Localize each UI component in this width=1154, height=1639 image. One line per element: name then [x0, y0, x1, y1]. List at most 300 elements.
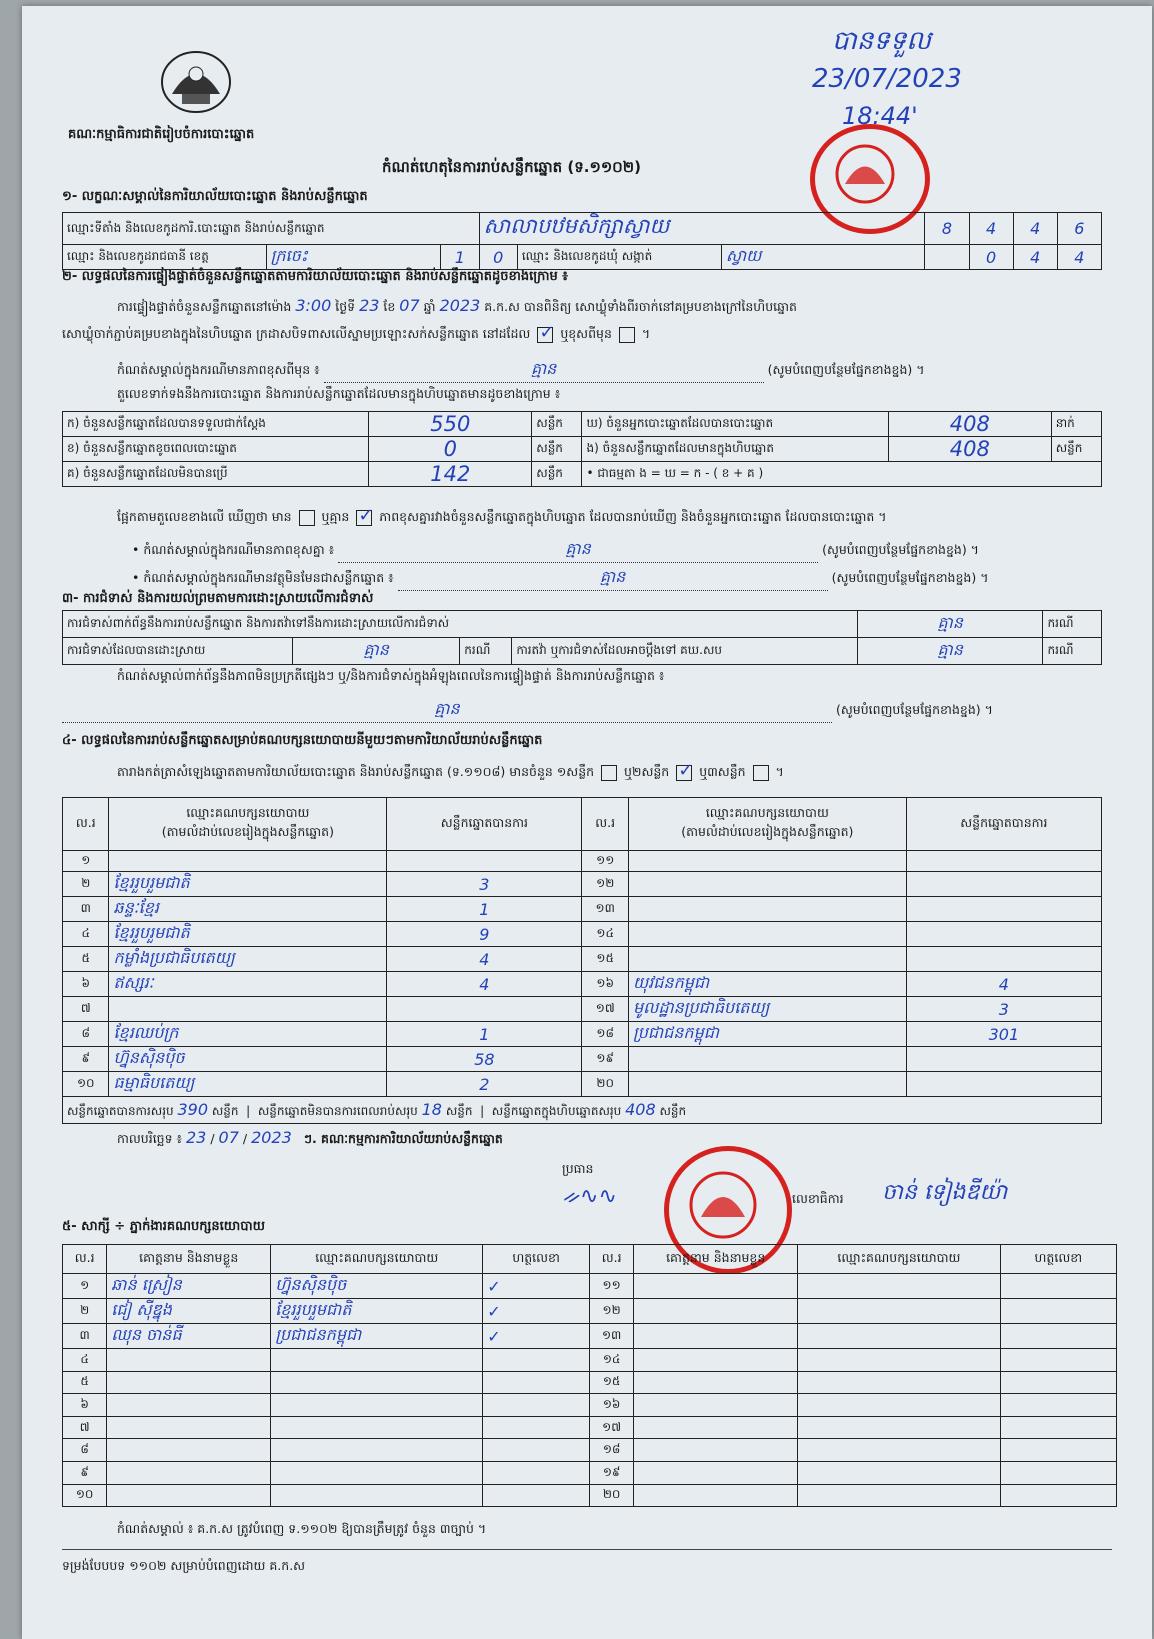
total-invalid-label: សន្លឹកឆ្នោតមិនបានការពេលរាប់សរុប: [257, 1103, 418, 1118]
witness-name: [634, 1394, 798, 1417]
row-number-text: ១៧: [602, 1419, 622, 1434]
witness-name-text: ឈុន ចាន់ធី: [111, 1325, 182, 1344]
witness-name: [107, 1299, 271, 1324]
two-sheet-label: ឬ២សន្លឹក: [624, 764, 670, 779]
row-number-text: ១៤: [602, 1351, 621, 1366]
bullet-note-value: គ្មាន: [599, 567, 626, 586]
org-name: គណៈកម្មាធិការជាតិរៀបចំការបោះឆ្នោត: [68, 127, 255, 142]
row-number: [63, 1274, 107, 1299]
objection-value: គ្មាន: [937, 613, 963, 632]
vote-count: 4: [998, 974, 1009, 994]
party-results-table: [62, 797, 1102, 1124]
station-code-digit: 8: [941, 219, 953, 238]
vote-count: 4: [479, 974, 490, 994]
stat-label: ង) ចំនួនសន្លឹកឆ្នោតដែលមានក្នុងហិបឆ្នោត: [582, 437, 888, 462]
row-number: [63, 1299, 107, 1324]
col-name: គោត្តនាម និងនាមខ្លួន: [634, 1245, 798, 1274]
stat-value: 550: [430, 412, 471, 436]
irregularity-note-value: គ្មាន: [434, 699, 460, 718]
witness-name: [107, 1274, 271, 1299]
row-number-text: ១០: [75, 1487, 94, 1502]
witness-name: [634, 1274, 798, 1299]
received-time: 18:44': [842, 102, 918, 130]
table-row: [63, 1047, 1102, 1072]
chair-signature-icon: ᨀ∿∿: [562, 1184, 617, 1209]
difference-line: [117, 509, 887, 528]
two-sheet-checkbox[interactable]: [676, 765, 692, 781]
witness-party: [798, 1461, 1001, 1484]
witness-note: កំណត់សម្គាល់ ៖ គ.ក.ស ត្រូវបំពេញ ទ.១១០២ ឱ្យបានត្រឹមត្រូវ ចំនួន ៣ច្បាប់ ។: [117, 1521, 487, 1536]
row-number: ៨: [81, 1026, 90, 1040]
tally-sheets-line: តារាងកត់ត្រាសំឡេងឆ្នោតតាមការិយាល័យបោះឆ្នោត និងរាប់សន្លឹកឆ្នោត (ទ.១១០៨) មានចំនួន ១សន្លឹក ឬ២សន្លឹក ✓ ឬ៣សន្លឹក ។: [117, 764, 784, 783]
row-number: ៥: [81, 951, 90, 965]
witness-name: [634, 1416, 798, 1439]
witness-party: [798, 1394, 1001, 1417]
stat-value: 408: [949, 437, 990, 461]
col-party-sub: (តាមលំដាប់លេខរៀងក្នុងសន្លឹកឆ្នោត): [161, 824, 334, 839]
stat-value: 142: [430, 462, 471, 486]
row-number-text: ១: [80, 1278, 90, 1292]
witness-name: [634, 1299, 798, 1324]
witness-party-text: ហ្វ៊ុនស៊ិនប៉ិច: [275, 1275, 347, 1294]
col-no: ល.រ: [63, 798, 109, 851]
row-number-text: ៥: [80, 1374, 89, 1389]
witness-signature: [483, 1371, 590, 1394]
station-code-digit: 4: [1030, 219, 1041, 238]
irregularity-note: កំណត់សម្គាល់ពាក់ព័ន្ធនឹងភាពមិនប្រក្រតីផ្សេងៗ ឬ/និងការជំទាស់ក្នុងអំឡុងពេលនៃការផ្ទៀងផ្ទាត់ និងការរាប់សន្លឹកឆ្នោត ៖: [117, 668, 665, 683]
committee-label: ៗ. គណៈកម្មការការិយាល័យរាប់សន្លឹកឆ្នោត: [303, 1131, 503, 1146]
station-name-value: សាលាបឋមសិក្សាស្វាយ: [483, 214, 670, 238]
province-label: ឈ្មោះ និងលេខកូដរាជធានី ខេត្ត: [63, 245, 267, 270]
row-number: [589, 1439, 633, 1462]
table-row: [63, 872, 1102, 897]
table-row: [63, 213, 1102, 245]
row-number: [63, 1324, 107, 1349]
table-row: [63, 922, 1102, 947]
bullet-note-1: [132, 538, 1107, 563]
station-info-table: [62, 212, 1102, 270]
row-number: ១: [81, 853, 91, 867]
party-name: ខ្មែររួបរួមជាតិ: [113, 873, 190, 892]
row-number: ១៣: [595, 901, 615, 915]
objection-unit: ករណី: [1043, 611, 1102, 638]
row-number: ២០: [596, 1076, 614, 1090]
witness-signature: [483, 1324, 590, 1349]
row-number-text: ៤: [80, 1351, 89, 1366]
vote-count: 2: [479, 1074, 490, 1094]
witness-signature-text: ✓: [487, 1276, 501, 1296]
table-row: [63, 1349, 1117, 1372]
row-number: ៩: [81, 1051, 90, 1065]
commune-code-digit: 4: [1074, 247, 1085, 267]
witness-party: [271, 1324, 483, 1349]
row-number: ១១: [596, 853, 615, 867]
secretary-name: ចាន់ ទៀងឌីយ៉ា: [882, 1180, 1008, 1205]
witness-table: [62, 1244, 1117, 1507]
three-sheet-label: ឬ៣សន្លឹក: [699, 764, 746, 779]
witness-name-text: ជៀ ស៊ីឌ្នុង: [111, 1300, 172, 1319]
row-number-text: ១៨: [602, 1442, 621, 1457]
row-number: ៤: [81, 926, 90, 940]
witness-party: [271, 1461, 483, 1484]
witness-party: [271, 1371, 483, 1394]
one-sheet-checkbox[interactable]: [601, 765, 617, 781]
party-name: ធម្មាធិបតេយ្យ: [113, 1073, 195, 1092]
stat-value: 0: [443, 437, 457, 461]
witness-name: [634, 1461, 798, 1484]
party-name: ខ្មែររួបរួមជាតិ: [113, 923, 190, 942]
col-party: ឈ្មោះគណបក្សនយោបាយ: [271, 1245, 483, 1274]
witness-signature: [1000, 1324, 1116, 1349]
changed-label: ឬខុសពីមុន: [560, 326, 612, 341]
witness-signature: [483, 1394, 590, 1417]
station-name-label: ឈ្មោះទីតាំង និងលេខកូដការិ.បោះឆ្នោត និងរាប់សន្លឹកឆ្នោត: [63, 213, 480, 245]
appeal-value: គ្មាន: [937, 640, 963, 659]
section1-heading: ១- លក្ខណៈសម្គាល់នៃការិយាល័យបោះឆ្នោត និងរាប់សន្លឹកឆ្នោត: [62, 189, 368, 204]
witness-party: [798, 1299, 1001, 1324]
table-row: [63, 997, 1102, 1022]
witness-signature: [1000, 1416, 1116, 1439]
commune-code-digit: 0: [985, 247, 997, 267]
figures-intro: តួលេខទាក់ទងនឹងការបោះឆ្នោត និងការរាប់សន្លឹកឆ្នោតដែលមានក្នុងហិបឆ្នោតមានដូចខាងក្រោម ៖: [117, 386, 561, 401]
total-box-value: 408: [625, 1099, 656, 1119]
no-difference-label: ឬគ្មាន: [321, 509, 350, 524]
party-name: ឆន្ទៈខ្មែរ: [113, 898, 159, 917]
row-number-text: ១២: [602, 1303, 621, 1317]
witness-name: [634, 1349, 798, 1372]
total-invalid-unit: សន្លឹក: [445, 1103, 473, 1118]
col-name: គោត្តនាម និងនាមខ្លួន: [107, 1245, 271, 1274]
witness-signature: [483, 1274, 590, 1299]
col-votes: សន្លឹកឆ្នោតបានការ: [906, 798, 1101, 851]
row-number: ១២: [596, 876, 615, 890]
row-number: ៣: [80, 901, 91, 915]
resolved-unit: ករណី: [460, 638, 512, 665]
table-row: [63, 972, 1102, 997]
table-row: [63, 638, 1102, 665]
witness-name: [634, 1484, 798, 1507]
verification-line: [117, 296, 1117, 318]
table-row: [63, 1439, 1117, 1462]
stat-label: ឃ) ចំនួនអ្នកបោះឆ្នោតដែលបានបោះឆ្នោត: [582, 412, 888, 437]
row-number: [63, 1416, 107, 1439]
seal-line: សោឃ្លុំចាក់ភ្ជាប់គម្របខាងក្នុងនៃហិបឆ្នោត ក្រដាសបិទពាសលើស្នាមប្រឡោះសក់សន្លឹកឆ្នោត នៅដដែល ✓ ឬខុសពីមុន ។: [62, 326, 650, 345]
signoff-day: 23: [186, 1128, 207, 1147]
stat-unit: សន្លឹក: [532, 412, 582, 437]
signoff-month: 07: [218, 1128, 239, 1147]
province-code-digit: 1: [454, 247, 465, 267]
col-no: ល.រ: [582, 798, 628, 851]
table-row: [63, 1274, 1117, 1299]
witness-party: [271, 1394, 483, 1417]
row-number: [589, 1461, 633, 1484]
witness-party-text: ខ្មែររួបរួមជាតិ: [275, 1300, 352, 1319]
table-row: [63, 897, 1102, 922]
row-number: ១៨: [596, 1026, 614, 1040]
verification-time: 3:00: [295, 296, 332, 315]
col-no: ល.រ: [589, 1245, 633, 1274]
total-valid-label: សន្លឹកឆ្នោតបានការសរុប: [67, 1103, 174, 1118]
total-invalid-value: 18: [421, 1099, 442, 1119]
change-note-value: គ្មាន: [530, 359, 557, 378]
appeal-unit: ករណី: [1043, 638, 1102, 665]
stat-unit: សន្លឹក: [1051, 437, 1101, 462]
year-label: ឆ្នាំ: [423, 299, 436, 314]
verification-day: 23: [359, 296, 380, 315]
witness-name: [107, 1461, 271, 1484]
bullet-note-value: គ្មាន: [565, 539, 591, 558]
stat-label: ក) ចំនួនសន្លឹកឆ្នោតដែលបានទទួលជាក់ស្តែង: [63, 412, 369, 437]
vote-count: 4: [479, 949, 490, 969]
resolved-label: ការជំទាស់ដែលបានដោះស្រាយ: [63, 638, 293, 665]
vote-count: 3: [998, 999, 1009, 1019]
vote-count: 301: [988, 1024, 1020, 1044]
row-number-text: ១៣: [601, 1328, 622, 1342]
witness-signature: [483, 1299, 590, 1324]
table-row: [63, 611, 1102, 638]
table-row: [63, 1072, 1102, 1097]
commune-label: ឈ្មោះ និងលេខកូដឃុំ សង្កាត់: [517, 245, 721, 270]
month-label: ខែ: [383, 299, 396, 314]
witness-signature-text: ✓: [487, 1326, 501, 1346]
witness-party: [271, 1484, 483, 1507]
has-difference-checkbox[interactable]: [299, 510, 315, 526]
signoff-year: 2023: [251, 1128, 292, 1147]
bullet-note-2: [132, 566, 1107, 591]
section5-heading: ៥- សាក្សី ÷ ភ្នាក់ងារគណបក្សនយោបាយ: [62, 1219, 265, 1234]
witness-name-text: ឆាន់ ស្រៀន: [111, 1275, 182, 1294]
commune-code-digit: 4: [1030, 247, 1041, 267]
totals-row: សន្លឹកឆ្នោតបានការសរុប 390 សន្លឹក | សន្លឹកឆ្នោតមិនបានការពេលរាប់សរុប 18 សន្លឹក | សន្លឹកឆ្នោតក្នុងហិបឆ្នោតសរុប 408 សន្លឹក: [63, 1097, 1102, 1124]
ballot-figures-table: [62, 411, 1102, 487]
row-number: [63, 1484, 107, 1507]
row-number: [63, 1394, 107, 1417]
stat-label: គ) ចំនួនសន្លឹកឆ្នោតដែលមិនបានប្រើ: [63, 462, 369, 487]
row-number: [589, 1324, 633, 1349]
witness-party-text: ប្រជាជនកម្ពុជា: [275, 1325, 362, 1344]
row-number: [589, 1394, 633, 1417]
table-row: [63, 1416, 1117, 1439]
col-party-sub: (តាមលំដាប់លេខរៀងក្នុងសន្លឹកឆ្នោត): [681, 824, 854, 839]
witness-party: [798, 1416, 1001, 1439]
total-valid-value: 390: [177, 1099, 209, 1119]
witness-party: [798, 1324, 1001, 1349]
change-note-label: កំណត់សម្គាល់ក្នុងករណីមានភាពខុសពីមុន ៖: [117, 362, 320, 377]
vote-count: 58: [474, 1049, 495, 1069]
total-valid-unit: សន្លឹក: [211, 1103, 239, 1118]
commune-value: ស្វាយ: [725, 246, 762, 265]
form-title: កំណត់ហេតុនៃការរាប់សន្លឹកឆ្នោត (ទ.១១០២): [382, 158, 642, 176]
difference-text: ផ្អែកតាមតួលេខខាងលើ ឃើញថា មាន: [117, 509, 292, 524]
vote-count: 1: [479, 1024, 490, 1044]
signoff-date-label: កាលបរិច្ឆេទ ៖: [117, 1131, 183, 1146]
party-name: យុវជនកម្ពុជា: [632, 973, 710, 992]
witness-party: [271, 1299, 483, 1324]
table-row: [63, 437, 1102, 462]
witness-party: [798, 1484, 1001, 1507]
appeal-label: ការតវ៉ា ឬការជំទាស់ដែលអាចប្តឹងទៅ គឃ.សប: [512, 638, 858, 665]
witness-party: [798, 1371, 1001, 1394]
table-row: [63, 1022, 1102, 1047]
table-row: [63, 245, 1102, 270]
station-code-digit: 6: [1074, 219, 1085, 238]
stat-value: 408: [949, 412, 990, 436]
objection-label: ការជំទាស់ពាក់ព័ន្ធនឹងការរាប់សន្លឹកឆ្នោត និងការតវ៉ាទៅនឹងការដោះស្រាយលើការជំទាស់: [63, 611, 858, 638]
party-name: ខ្មែរឈប់ក្រ: [113, 1023, 179, 1042]
section4-heading: ៤- លទ្ធផលនៃការរាប់សន្លឹកឆ្នោតសម្រាប់គណបក្សនយោបាយនីមួយៗតាមការិយាល័យរាប់សន្លឹកឆ្នោត: [62, 733, 543, 748]
witness-name: [107, 1349, 271, 1372]
bullet-note-tail: (សូមបំពេញបន្ថែមផ្នែកខាងខ្នង) ។: [822, 542, 979, 557]
witness-signature: [1000, 1461, 1116, 1484]
table-header-row: [63, 798, 1102, 851]
row-number: [589, 1299, 633, 1324]
party-name: ប្រជាជនកម្ពុជា: [632, 1023, 719, 1042]
witness-name: [634, 1324, 798, 1349]
vote-count: 1: [479, 899, 490, 919]
same-checkbox[interactable]: [537, 327, 553, 343]
table-row: [63, 1299, 1117, 1324]
bullet-note-label: • កំណត់សម្គាល់ក្នុងករណីមានវត្ថុមិនមែនជាសន្លឹកឆ្នោត ៖: [132, 570, 394, 585]
change-note-tail: (សូមបំពេញបន្ថែមផ្នែកខាងខ្នង) ។: [767, 362, 925, 377]
witness-signature: [483, 1349, 590, 1372]
witness-party: [798, 1349, 1001, 1372]
row-number: ១៩: [596, 1051, 614, 1065]
station-code-digit: 4: [985, 219, 997, 238]
witness-signature: [483, 1484, 590, 1507]
tally-sheets-text: តារាងកត់ត្រាសំឡេងឆ្នោតតាមការិយាល័យបោះឆ្នោត និងរាប់សន្លឹកឆ្នោត (ទ.១១០៨) មានចំនួន ១សន្លឹក: [117, 764, 595, 779]
received-date: 23/07/2023: [812, 64, 962, 94]
col-sign: ហត្ថលេខា: [1000, 1245, 1116, 1274]
witness-signature: [483, 1416, 590, 1439]
verification-text: ការផ្ទៀងផ្ទាត់ចំនួនសន្លឹកឆ្នោតនៅម៉ោង: [117, 299, 292, 314]
row-number-text: ៧: [79, 1419, 90, 1434]
verification-text-tail: គ.ក.ស បានពិនិត្យ សោឃ្លុំទាំងពីរចាក់នៅគម្របខាងក្រៅនៃហិបឆ្នោត: [484, 299, 797, 314]
no-difference-checkbox[interactable]: [356, 510, 372, 526]
table-row: [63, 1324, 1117, 1349]
witness-signature: [1000, 1299, 1116, 1324]
witness-party: [271, 1349, 483, 1372]
table-row: [63, 412, 1102, 437]
witness-signature: [1000, 1484, 1116, 1507]
signoff-date-line: កាលបរិច្ឆេទ ៖ 23 / 07 / 2023 ៗ. គណៈកម្មការការិយាល័យរាប់សន្លឹកឆ្នោត: [117, 1128, 503, 1147]
form-sheet: [22, 6, 1152, 1639]
party-name: មូលដ្ឋានប្រជាធិបតេយ្យ: [632, 998, 770, 1017]
table-row: [63, 1394, 1117, 1417]
three-sheet-checkbox[interactable]: [753, 765, 769, 781]
col-party: [628, 798, 906, 851]
section2-heading: ២- លទ្ធផលនៃការផ្ទៀងផ្ទាត់ចំនួនសន្លឹកឆ្នោតតាមការិយាល័យបោះឆ្នោត និងរាប់សន្លឹកឆ្នោតដូចខាងក្រោម ៖: [62, 269, 568, 284]
witness-signature: [1000, 1394, 1116, 1417]
row-number: [589, 1349, 633, 1372]
row-number: ១៤: [596, 926, 614, 940]
stat-label: ខ) ចំនួនសន្លឹកឆ្នោតខូចពេលបោះឆ្នោត: [63, 437, 369, 462]
nec-emblem-icon: [154, 44, 238, 118]
witness-party: [271, 1439, 483, 1462]
verification-month: 07: [399, 296, 420, 315]
col-no: ល.រ: [63, 1245, 107, 1274]
section3-heading: ៣- ការជំទាស់ និងការយល់ព្រមតាមការដោះស្រាយលើការជំទាស់: [62, 591, 374, 606]
day-label: ថ្ងៃទី: [335, 299, 356, 314]
row-number-text: ១៦: [602, 1396, 621, 1411]
table-row: [63, 947, 1102, 972]
row-number-text: ២: [80, 1303, 90, 1317]
bullet-note-label: • កំណត់សម្គាល់ក្នុងករណីមានភាពខុសគ្នា ៖: [132, 542, 335, 557]
stat-unit: សន្លឹក: [532, 437, 582, 462]
witness-signature: [1000, 1371, 1116, 1394]
witness-signature: [1000, 1439, 1116, 1462]
party-name: ហ្វ៊ុនស៊ិនប៉ិច: [113, 1048, 185, 1067]
table-row: [63, 1461, 1117, 1484]
row-number-text: ១៥: [602, 1374, 621, 1389]
received-word: បានទទួល: [832, 26, 932, 56]
witness-name: [107, 1484, 271, 1507]
witness-name: [107, 1394, 271, 1417]
witness-signature: [1000, 1349, 1116, 1372]
row-number: [589, 1274, 633, 1299]
witness-signature: [483, 1439, 590, 1462]
row-number-text: ៣: [79, 1328, 90, 1342]
province-value: ក្រចេះ: [270, 246, 308, 265]
seal-text: សោឃ្លុំចាក់ភ្ជាប់គម្របខាងក្នុងនៃហិបឆ្នោត ក្រដាសបិទពាសលើស្នាមប្រឡោះសក់សន្លឹកឆ្នោត នៅដដែល: [62, 326, 531, 341]
col-sign: ហត្ថលេខា: [483, 1245, 590, 1274]
row-number-text: ៩: [80, 1464, 89, 1479]
province-code-digit: 0: [493, 247, 504, 267]
total-box-label: សន្លឹកឆ្នោតក្នុងហិបឆ្នោតសរុប: [491, 1103, 622, 1118]
vote-count: 9: [479, 924, 490, 944]
row-number: ១៥: [596, 951, 614, 965]
table-row: [63, 1484, 1117, 1507]
col-votes: សន្លឹកឆ្នោតបានការ: [387, 798, 582, 851]
row-number: [589, 1484, 633, 1507]
row-number: ៧: [80, 1001, 91, 1015]
verification-year: 2023: [439, 296, 481, 315]
row-number-text: ៦: [80, 1396, 89, 1411]
row-number: ១០: [76, 1076, 95, 1090]
row-number: [589, 1416, 633, 1439]
witness-party: [271, 1416, 483, 1439]
row-number: ១៦: [596, 976, 614, 990]
table-row: [63, 462, 1102, 487]
row-number-text: ២០: [602, 1487, 621, 1502]
row-number: [63, 1371, 107, 1394]
party-name: ឥស្សរៈ: [113, 973, 154, 992]
irregularity-note-line: [62, 698, 1107, 723]
witness-party: [271, 1274, 483, 1299]
witness-signature-text: ✓: [487, 1301, 501, 1321]
col-party-title: ឈ្មោះគណបក្សនយោបាយ: [705, 805, 829, 820]
changed-checkbox[interactable]: [619, 327, 635, 343]
witness-name: [107, 1439, 271, 1462]
row-number: [589, 1371, 633, 1394]
table-header-row: [63, 1245, 1117, 1274]
total-box-unit: សន្លឹក: [659, 1103, 687, 1118]
form-footer: ទម្រង់បែបបទ ១១០២ សម្រាប់បំពេញដោយ គ.ក.ស: [62, 1558, 306, 1573]
witness-name: [634, 1371, 798, 1394]
resolved-value: គ្មាន: [363, 640, 389, 659]
row-number: ២: [81, 876, 91, 890]
secretary-label: លេខាធិការ: [792, 1191, 844, 1206]
vote-count: 3: [479, 874, 490, 894]
bullet-note-tail: (សូមបំពេញបន្ថែមផ្នែកខាងខ្នង) ។: [831, 570, 989, 585]
irregularity-note-tail: (សូមបំពេញបន្ថែមផ្នែកខាងខ្នង) ។: [835, 702, 993, 717]
witness-name: [634, 1439, 798, 1462]
witness-party: [798, 1439, 1001, 1462]
chair-label: ប្រធាន: [562, 1161, 594, 1176]
witness-signature: [483, 1461, 590, 1484]
col-party: ឈ្មោះគណបក្សនយោបាយ: [798, 1245, 1001, 1274]
row-number-text: ១៩: [602, 1464, 621, 1479]
difference-text-tail: ភាពខុសគ្នារវាងចំនួនសន្លឹកឆ្នោតក្នុងហិបឆ្នោត ដែលបានរាប់ឃើញ និងចំនួនអ្នកបោះឆ្នោត ដែលបានបោះឆ្នោត ។: [379, 509, 887, 524]
